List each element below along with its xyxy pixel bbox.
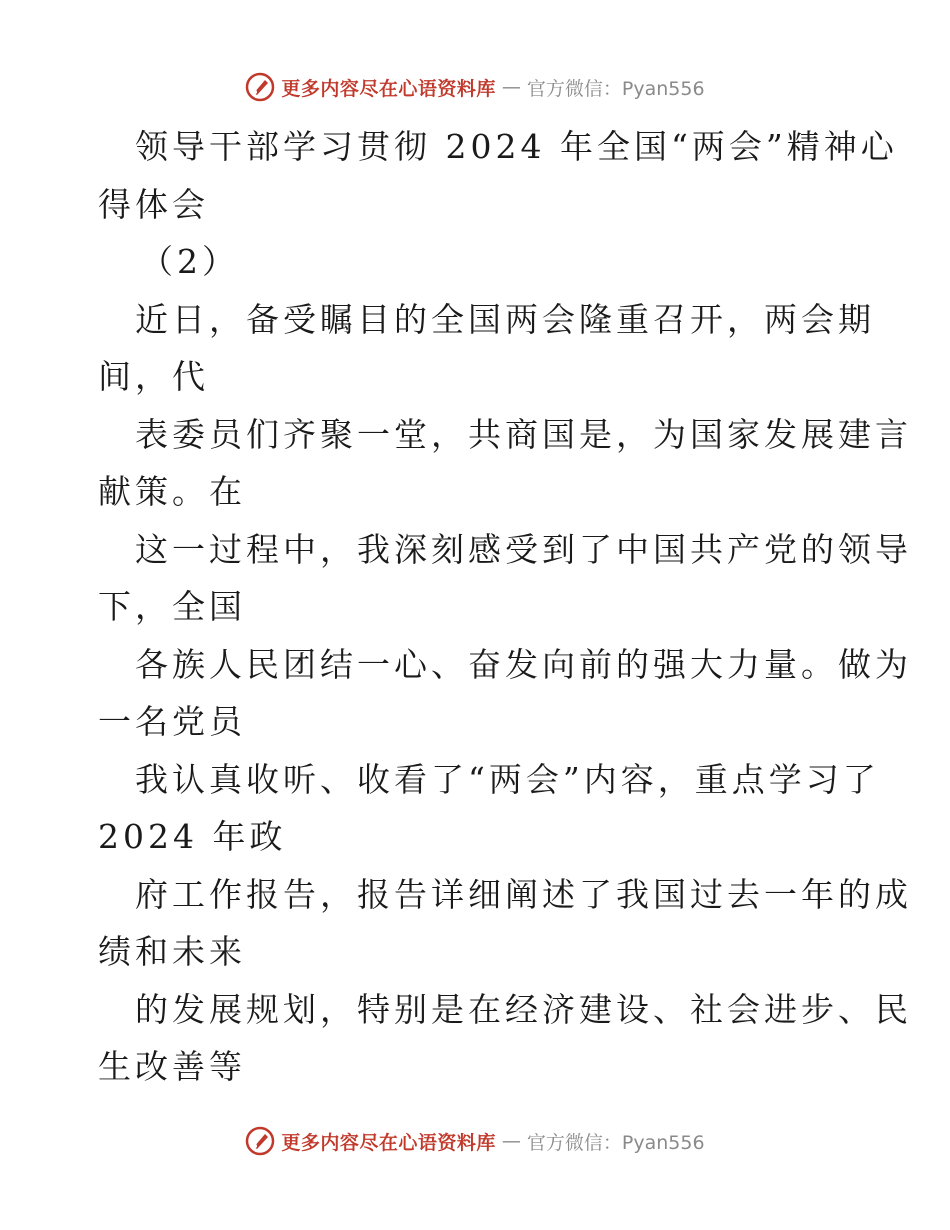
paragraph-line: 的发展规划，特别是在经济建设、社会进步、民 [135, 989, 912, 1029]
paragraph-line: 献策。在 [98, 472, 246, 511]
watermark-brand-text: 更多内容尽在心语资料库 [281, 1131, 496, 1154]
header-watermark [0, 72, 950, 102]
document-title-line-2: 得体会 [98, 184, 209, 224]
paragraph-line: 2024 年政 [98, 817, 287, 856]
watermark-dash: — [501, 1130, 521, 1152]
paragraph-line: 近日，备受瞩目的全国两会隆重召开，两会期 [135, 299, 875, 339]
paragraph-line: 这一过程中，我深刻感受到了中国共产党的领导 [135, 529, 912, 569]
paragraph-line: 表委员们齐聚一堂，共商国是，为国家发展建言 [135, 414, 912, 454]
watermark-brand-text: 更多内容尽在心语资料库 [281, 77, 496, 100]
paragraph-line: 一名党员 [98, 702, 246, 741]
watermark-dash: — [501, 76, 521, 98]
watermark-wechat-text: 官方微信：Pyan556 [526, 1131, 705, 1154]
paragraph-line: 生改善等 [98, 1047, 246, 1086]
pen-nib-logo-icon [245, 72, 275, 102]
paragraph-line: 绩和未来 [98, 932, 246, 971]
document-subtitle: （2） [140, 242, 239, 281]
document-body [98, 118, 912, 1096]
pen-nib-logo-icon [245, 1126, 275, 1156]
paragraph-line: 间，代 [98, 357, 209, 396]
document-title-line-1: 领导干部学习贯彻 2024 年全国“两会”精神心 [135, 127, 898, 166]
watermark-wechat-text: 官方微信：Pyan556 [526, 77, 705, 100]
paragraph-line: 府工作报告，报告详细阐述了我国过去一年的成 [135, 874, 912, 914]
footer-watermark [0, 1126, 950, 1156]
paragraph-line: 下，全国 [98, 587, 246, 626]
paragraph-line: 各族人民团结一心、奋发向前的强大力量。做为 [135, 644, 912, 684]
paragraph-line: 我认真收听、收看了“两会”内容，重点学习了 [135, 759, 880, 799]
